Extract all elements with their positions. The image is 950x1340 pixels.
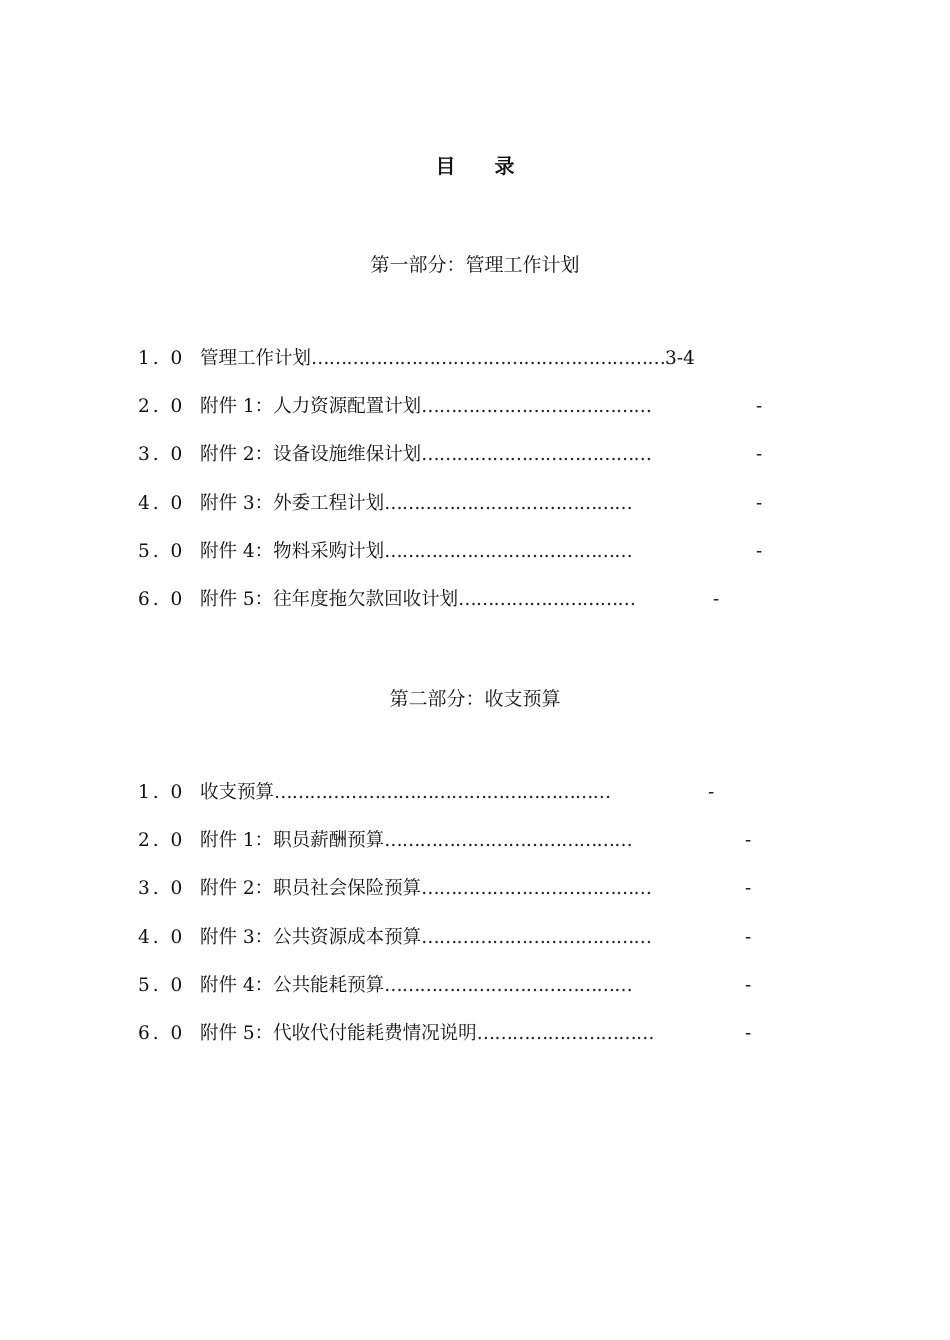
toc-entry [138,878,838,926]
toc-entry-number: 1. 0 [138,782,186,803]
toc-entry-leader-dots: ………………………… [476,1022,654,1044]
toc-entry [138,1023,838,1071]
toc-entry-leader-dots: ………………………………… [421,926,652,948]
toc-entry-leader-dots: …………………………………… [384,492,632,514]
toc-entry-title: 附件 3：外委工程计划…………………………………… [200,492,632,514]
toc-entry-page: - [708,782,715,803]
toc-entry-title: 附件 2：设备设施维保计划………………………………… [200,444,652,466]
toc-entry-page: - [745,974,752,996]
toc-entry [138,493,838,541]
toc-entry-leader-dots: ………………………………………………… [274,782,611,803]
toc-entry-title: 收支预算………………………………………………… [200,782,611,803]
toc-entry [138,830,838,878]
toc-title: 目 录 [435,154,531,178]
toc-entry-leader-dots: …………………………………… [384,540,632,562]
toc-entry-page: - [756,540,763,562]
toc-entry-leader-dots: …………………………………… [384,974,632,996]
toc-entry-leader-dots: …………………………………… [384,830,632,852]
toc-entry-number: 3. 0 [138,444,186,466]
toc-entry-number: 4. 0 [138,926,186,948]
toc-entry [138,396,838,444]
toc-entry [138,348,838,396]
toc-entry [138,589,838,637]
part2-heading: 第二部分：收支预算 [389,688,561,710]
toc-entry-leader-dots: …………………………………………………… [311,348,666,369]
toc-entry-title: 附件 5：往年度拖欠款回收计划………………………… [200,588,636,610]
toc-entry-title: 附件 4：物料采购计划…………………………………… [200,540,632,562]
toc-entry-title: 附件 4：公共能耗预算…………………………………… [200,974,632,996]
toc-entry [138,541,838,589]
part1-heading: 第一部分：管理工作计划 [370,254,580,276]
toc-entry-page: 3-4 [665,348,695,369]
toc-entry-title: 附件 5：代收代付能耗费情况说明………………………… [200,1022,654,1044]
toc-entry-page: - [713,588,720,610]
toc-entry-page: - [745,878,752,900]
toc-entry-number: 2. 0 [138,396,186,418]
part1-toc-list [138,348,838,637]
toc-entry-title: 管理工作计划……………………………………………………3-4 [200,348,695,369]
toc-entry-page: - [756,444,763,466]
toc-entry [138,444,838,492]
toc-entry [138,782,838,830]
toc-entry-page: - [745,926,752,948]
toc-entry-page: - [745,1022,752,1044]
toc-entry-number: 4. 0 [138,492,186,514]
part2-toc-list [138,782,838,1071]
toc-entry-number: 2. 0 [138,830,186,852]
toc-entry-page: - [756,396,763,418]
toc-entry-number: 5. 0 [138,974,186,996]
toc-entry-leader-dots: ………………………… [458,588,636,610]
toc-entry-title: 附件 1：人力资源配置计划………………………………… [200,396,652,418]
toc-entry-number: 1. 0 [138,348,186,369]
toc-entry-title: 附件 1：职员薪酬预算…………………………………… [200,830,632,852]
toc-entry-title: 附件 2：职员社会保险预算………………………………… [200,878,652,900]
toc-entry [138,975,838,1023]
toc-entry [138,927,838,975]
toc-entry-page: - [756,492,763,514]
toc-entry-number: 3. 0 [138,878,186,900]
toc-entry-number: 6. 0 [138,588,186,610]
toc-entry-leader-dots: ………………………………… [421,878,652,900]
toc-entry-leader-dots: ………………………………… [421,444,652,466]
toc-entry-number: 6. 0 [138,1022,186,1044]
toc-entry-number: 5. 0 [138,540,186,562]
toc-entry-page: - [745,830,752,852]
toc-entry-leader-dots: ………………………………… [421,396,652,418]
toc-entry-title: 附件 3：公共资源成本预算………………………………… [200,926,652,948]
